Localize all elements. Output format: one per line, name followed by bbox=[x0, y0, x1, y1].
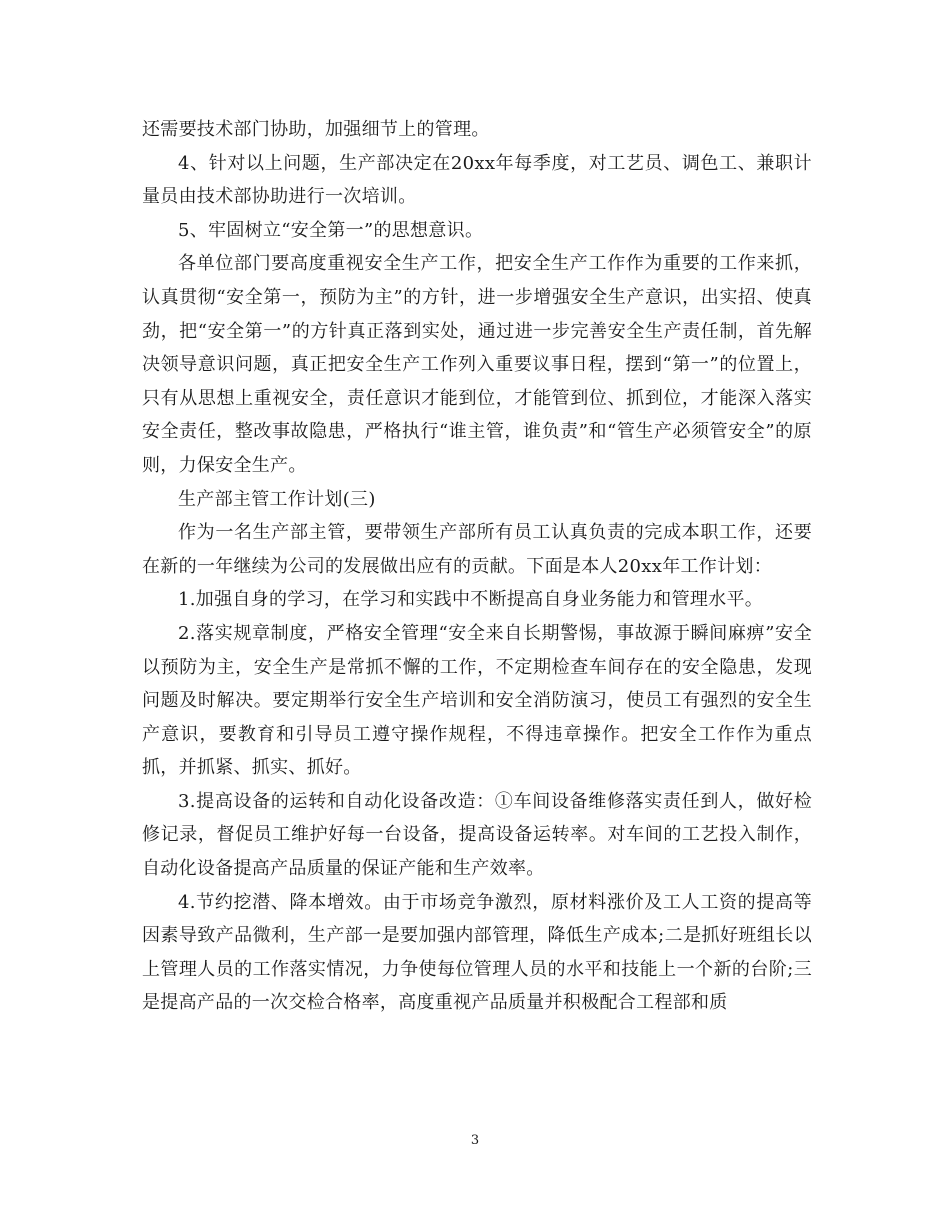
paragraph-2: 4、针对以上问题，生产部决定在20xx年每季度，对工艺员、调色工、兼职计量员由技术部协助进行一次培训。 bbox=[142, 152, 812, 208]
page-number: 3 bbox=[470, 1133, 480, 1148]
paragraph-7: 1.加强自身的学习，在学习和实践中不断提高自身业务能力和管理水平。 bbox=[178, 589, 764, 611]
paragraph-6: 作为一名生产部主管，要带领生产部所有员工认真负责的完成本职工作，还要在新的一年继续为公司的发展做出应有的贡献。下面是本人20xx年工作计划： bbox=[142, 522, 812, 577]
paragraph-9: 3.提高设备的运转和自动化设备改造：①车间设备维修落实责任到人，做好检修记录，督促员工维护好每一台设备，提高设备运转率。对车间的工艺投入制作，自动化设备提高产品质量的保证产能和生产效率。 bbox=[142, 790, 812, 880]
paragraph-1: 还需要技术部门协助，加强细节上的管理。 bbox=[142, 119, 490, 140]
paragraph-10: 4.节约挖潜、降本增效。由于市场竞争激烈，原材料涨价及工人工资的提高等因素导致产品微利，生产部一是要加强内部管理，降低生产成本;二是抓好班组长以上管理人员的工作落实情况，力争使每位管理人员的水平和技能上一个新的台阶;三是提高产品的一次交检合格率，高度重视产品质量并积极配合工程部和质 bbox=[142, 891, 812, 1014]
section-heading: 生产部主管工作计划(三) bbox=[178, 488, 376, 510]
paragraph-3: 5、牢固树立“安全第一”的思想意识。 bbox=[178, 219, 484, 241]
document-body bbox=[142, 113, 812, 1020]
paragraph-4: 各单位部门要高度重视安全生产工作，把安全生产工作作为重要的工作来抓，认真贯彻“安全第一，预防为主”的方针，进一步增强安全生产意识，出实招、使真劲，把“安全第一”的方针真正落到实处，通过进一步完善安全生产责任制，首先解决领导意识问题，真正把安全生产工作列入重要议事日程，摆到“第一”的位置上，只有从思想上重视安全，责任意识才能到位，才能管到位、抓到位，才能深入落实安全责任，整改事故隐患，严格执行“谁主管，谁负责”和“管生产必须管安全”的原则，力保安全生产。 bbox=[142, 253, 812, 476]
paragraph-8: 2.落实规章制度，严格安全管理“安全来自长期警惕，事故源于瞬间麻痹”安全以预防为主，安全生产是常抓不懈的工作，不定期检查车间存在的安全隐患，发现问题及时解决。要定期举行安全生产培训和安全消防演习，使员工有强烈的安全生产意识，要教育和引导员工遵守操作规程，不得违章操作。把安全工作作为重点抓，并抓紧、抓实、抓好。 bbox=[142, 622, 812, 779]
